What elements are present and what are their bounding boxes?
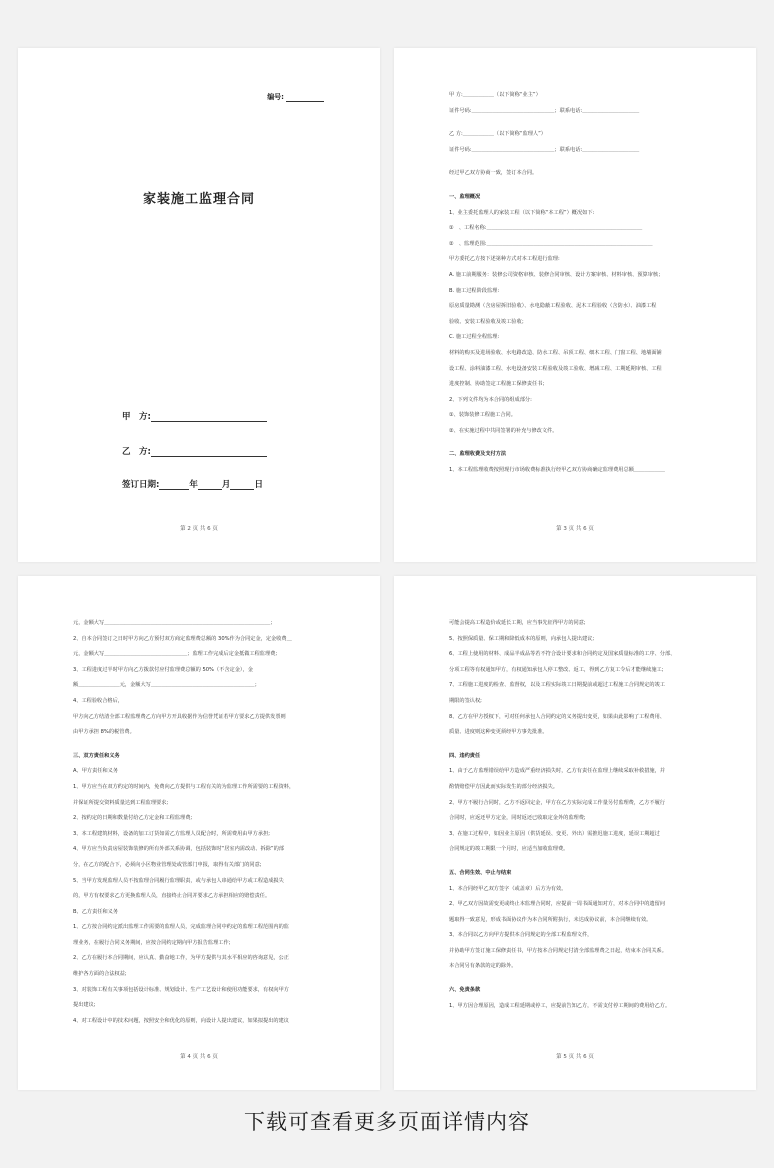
text-line: 3、工程进度过半时甲方向乙方拨款付应付监理费总额的 50%（不含定金），金	[73, 666, 253, 673]
text-line: 5、按照保质量、保工期和降低成本的原则，向承包人提出建议;	[449, 635, 595, 642]
text-line: 可能会提高工程造价或延长工期，应当事先征得甲方的同意;	[449, 620, 586, 626]
text-line: 分，在乙方的配合下，必须向小区物业管理处或管部门申报，取得有关部门的同意;	[73, 861, 262, 868]
section-heading: 一、监理概况	[449, 193, 481, 200]
text-line: 3、本合同以乙方向甲方提供本合同规定的全部工程监理文件，	[449, 932, 593, 939]
text-line: 的，甲方有权要求乙方更换监理人员，直接终止合同并要求乙方承担相应的赔偿责任。	[73, 893, 271, 900]
text-line: 提出建议;	[73, 1002, 96, 1009]
text-line: A. 施工前期服务：装修公司资格审核、装修合同审核、设计方案审核、材料审核、预算审核；	[449, 271, 664, 278]
contract-page-3	[394, 48, 756, 562]
text-line: 3、对装饰工程有关事项包括设计标准、规划设计、生产工艺设计和使用功能要求，有权向甲方	[73, 986, 289, 993]
text-line: ② 、监理范围:＿＿＿＿＿＿＿＿＿＿＿＿＿＿＿＿＿＿＿＿＿＿＿＿＿＿＿＿＿＿＿＿	[449, 240, 653, 247]
text-line: 并协助甲方签订施工保修责任书，甲方按本合同规定付清全部监理费之日起，结束本合同关系。	[449, 947, 667, 954]
text-line: 1、本工程监理收费按照现行市场收费标准执行经甲乙双方协商确定监理费用总额＿＿＿＿＿＿	[449, 467, 665, 474]
party-b-field	[122, 445, 267, 457]
cover-page	[18, 48, 380, 562]
text-line: 证件号码:＿＿＿＿＿＿＿＿＿＿＿＿＿＿＿＿；联系电话:＿＿＿＿＿＿＿＿＿＿＿	[449, 146, 640, 153]
day-label: 日	[254, 480, 263, 490]
text-line: 分项工程等有权通知甲方，有权通知承包人停工整改、返工，得到乙方复工令后才能继续施工;	[449, 666, 664, 673]
text-line: B、乙方责任和义务	[73, 908, 119, 915]
text-line: 合同规定的竣工期限一个月时，应适当加收监理费。	[449, 846, 569, 853]
text-line: B. 施工过程阶段监理:	[449, 287, 500, 294]
text-line: 酌情赔偿甲方因此而实际发生的部分经济损失。	[449, 783, 558, 790]
sign-date-field	[122, 478, 263, 490]
text-line: ②、在实施过程中共同签署的补充与修改文件。	[449, 427, 558, 434]
text-line: 1、甲方因合理原因，造成工程延期或停工，应提前告知乙方，不需支付停工期间的费用给乙方。	[449, 1002, 671, 1009]
contract-number-blank	[286, 95, 324, 102]
text-line: 1、业主委托监理人的家装工程（以下简称“本工程”）概况如下:	[449, 209, 595, 216]
party-a-blank	[151, 413, 267, 422]
text-line: 1、本合同经甲乙双方签字（或盖章）后方为有效。	[449, 885, 567, 892]
party-b-blank	[151, 448, 267, 457]
text-line: 7、工程施工进度的检查、监督权，以及工程实际竣工日期提前或超过工程施工合同规定的竣工	[449, 682, 665, 689]
text-line: ①、装饰装修工程施工合同。	[449, 412, 516, 419]
month-label: 月	[221, 480, 231, 490]
text-line: 1、甲方应当在双方约定的时间内，免费向乙方提供与工程有关的为监理工作所需要的工程资料，	[73, 783, 295, 790]
text-line: A、甲方责任和义务	[73, 768, 119, 775]
text-line: 元，金额大写＿＿＿＿＿＿＿＿＿＿＿＿＿＿＿＿＿＿＿＿＿＿＿＿＿＿＿＿＿＿＿＿；	[73, 620, 276, 626]
text-line: 乙 方:＿＿＿＿＿＿（以下简称“监理人”）	[449, 131, 546, 138]
text-line: 维护各方面的合法权益;	[73, 971, 127, 978]
text-line: 1、乙方按合同约定派出监理工作需要的监理人员，完成监理合同中约定的监理工程范围内的监	[73, 924, 289, 931]
page-number: 第 4 页 共 6 页	[180, 1054, 218, 1060]
text-line: 由甲方承担 8%的税管费。	[73, 729, 135, 736]
text-line: 3、本工程建筑材料，设备的加工订货如需乙方监理人员配合时，所需费用由甲方承担;	[73, 830, 270, 837]
page-number: 第 3 页 共 6 页	[556, 526, 594, 532]
text-line: 质量、进度则这种变更须经甲方事先批准。	[449, 729, 548, 736]
text-line: 4、甲方应当负责房屋装饰装修的所有外部关系协调，包括装饰时“居室内需改动、拆除”的部	[73, 846, 284, 853]
party-a-label: 甲 方:	[122, 412, 151, 422]
page-body	[73, 616, 325, 1029]
text-line: 材料的购买及进场验收、水电路改造、防水工程、吊顶工程、细木工程、门窗工程、地墙面铺	[449, 349, 662, 356]
text-line: 题取得一致意见，形成书面协议作为本合同所附执行，未达成协议前，本合同继续有效。	[449, 916, 652, 923]
section-heading: 四、违约责任	[449, 752, 481, 759]
contract-page-4	[18, 576, 380, 1090]
text-line: ① 、工程名称:＿＿＿＿＿＿＿＿＿＿＿＿＿＿＿＿＿＿＿＿＿＿＿＿＿＿＿＿＿＿	[449, 225, 643, 232]
section-heading: 三、双方责任和义务	[73, 752, 120, 759]
text-line: 验收、安装工程验收及竣工验收；	[449, 318, 527, 325]
text-line: 8、乙方在甲方授权下，可对任何承包人合同约定的义务提出变更，如果由此影响了工程费用、	[449, 713, 665, 720]
text-line: 原房质量勘测（含房屋拆旧验收）、水电隐蔽工程验收、泥木工程验收（含防水）、油漆工程	[449, 303, 657, 310]
text-line: 5、当甲方发现监理人员不按监理合同履行监理职责，或与承包人串通给甲方或工程造成损失	[73, 877, 284, 884]
text-line: 1、由于乙方监理错误给甲方造成严重经济损失时，乙方有责任在监理上继续采取补救措施，并	[449, 768, 665, 775]
day-blank	[230, 481, 254, 490]
download-caption: 下载可查看更多页面详情内容	[244, 1110, 530, 1134]
party-a-field	[122, 410, 267, 422]
text-line: 设工程、涂料油漆工程、水电设备安装工程验收及竣工验收、增减工程、工期延期审核、工程	[449, 365, 662, 372]
party-b-label: 乙 方:	[122, 447, 151, 457]
section-heading: 六、免责条款	[449, 987, 481, 994]
sign-date-label: 签订日期:	[122, 480, 160, 490]
text-line: 本合同另有条款的定的除外。	[449, 963, 517, 970]
text-line: 额＿＿＿＿＿＿＿＿元，金额大写＿＿＿＿＿＿＿＿＿＿＿＿＿＿＿＿＿＿＿＿；	[73, 682, 260, 689]
text-line: 甲方向乙方结清全部工程监理费乙方向甲方开具收据作为信誉凭证若甲方要求乙方提供发票则	[73, 713, 286, 720]
page-number: 第 2 页 共 6 页	[180, 526, 218, 532]
section-heading: 二、监理收费及支付方法	[449, 451, 507, 458]
text-line: 理业务，在履行合同义务期间，应按合同约定期向甲方报告监理工作;	[73, 939, 231, 946]
text-line: 6、工程上使用的材料、成品半成品等若不符合设计要求和合同约定及国家质量标准的工序、分部、	[449, 651, 676, 658]
contract-title: 家装施工监理合同	[142, 192, 255, 207]
text-line: 2、甲方不履行合同时，乙方不返回定金，甲方在乙方实际完成工作量另付监理费，乙方不履行	[449, 799, 665, 806]
text-line: 4、工程验收合格后，	[73, 697, 123, 704]
text-line: 4、对工程设计中的技术问题，按照安全和优化的原则，向设计人提出建议，如果拟提出的建议	[73, 1017, 289, 1024]
text-line: 证件号码:＿＿＿＿＿＿＿＿＿＿＿＿＿＿＿＿；联系电话:＿＿＿＿＿＿＿＿＿＿＿	[449, 107, 640, 114]
text-line: 2、下列文件均为本合同的组成部分:	[449, 396, 532, 403]
page-body	[449, 616, 701, 1014]
text-line: 期限的签认权;	[449, 697, 482, 704]
text-line: 经过甲乙双方协商一致，签订本合同。	[449, 170, 538, 177]
year-blank	[159, 481, 189, 490]
page-number: 第 5 页 共 6 页	[556, 1054, 594, 1060]
month-blank	[198, 481, 222, 490]
text-line: 2、按约定的日期和数量付给乙方定金和工程监理费;	[73, 815, 193, 822]
page-body	[449, 88, 701, 479]
text-line: 并保证所提交资料质量达到工程监理要求;	[73, 799, 169, 806]
text-line: C. 施工过程全程监理:	[449, 334, 500, 341]
text-line: 甲方委托乙方按下述第种方式对本工程进行监理:	[449, 256, 560, 263]
text-line: 进度控制、协助签定工程施工保修责任书；	[449, 381, 548, 388]
text-line: 2、乙方在履行本合同期间，应认真、勤奋地工作，为甲方提供与其水平相应的咨询意见，公正	[73, 955, 289, 962]
text-line: 甲 方:＿＿＿＿＿＿（以下简称“业主”）	[449, 92, 541, 98]
text-line: 3、在施工过程中，如因业主原因（供货延误、变更、外出）需推迟施工进度，延误工期超过	[449, 830, 660, 837]
text-line: 合同时，应返还甲方定金，同时返还已收取定金外的监理费;	[449, 815, 586, 822]
contract-number-field	[267, 92, 324, 102]
section-heading: 五、合同生效、中止与结束	[449, 869, 512, 876]
year-label: 年	[189, 480, 198, 490]
text-line: 2、自本合同签订之日时甲方向乙方预付双方商定监理费总额的 30%作为合同定金，定金收费＿	[73, 635, 292, 642]
text-line: 元，金额大写＿＿＿＿＿＿＿＿＿＿＿＿＿＿＿＿；监理工作完成后定金抵做工程监理费;	[73, 651, 278, 658]
text-line: 2、甲乙双方因故需变更或终止本监理合同时，应提前一周书面通知对方，对本合同中的遗留问	[449, 901, 665, 908]
contract-page-5	[394, 576, 756, 1090]
contract-number-label: 编号:	[267, 93, 284, 101]
